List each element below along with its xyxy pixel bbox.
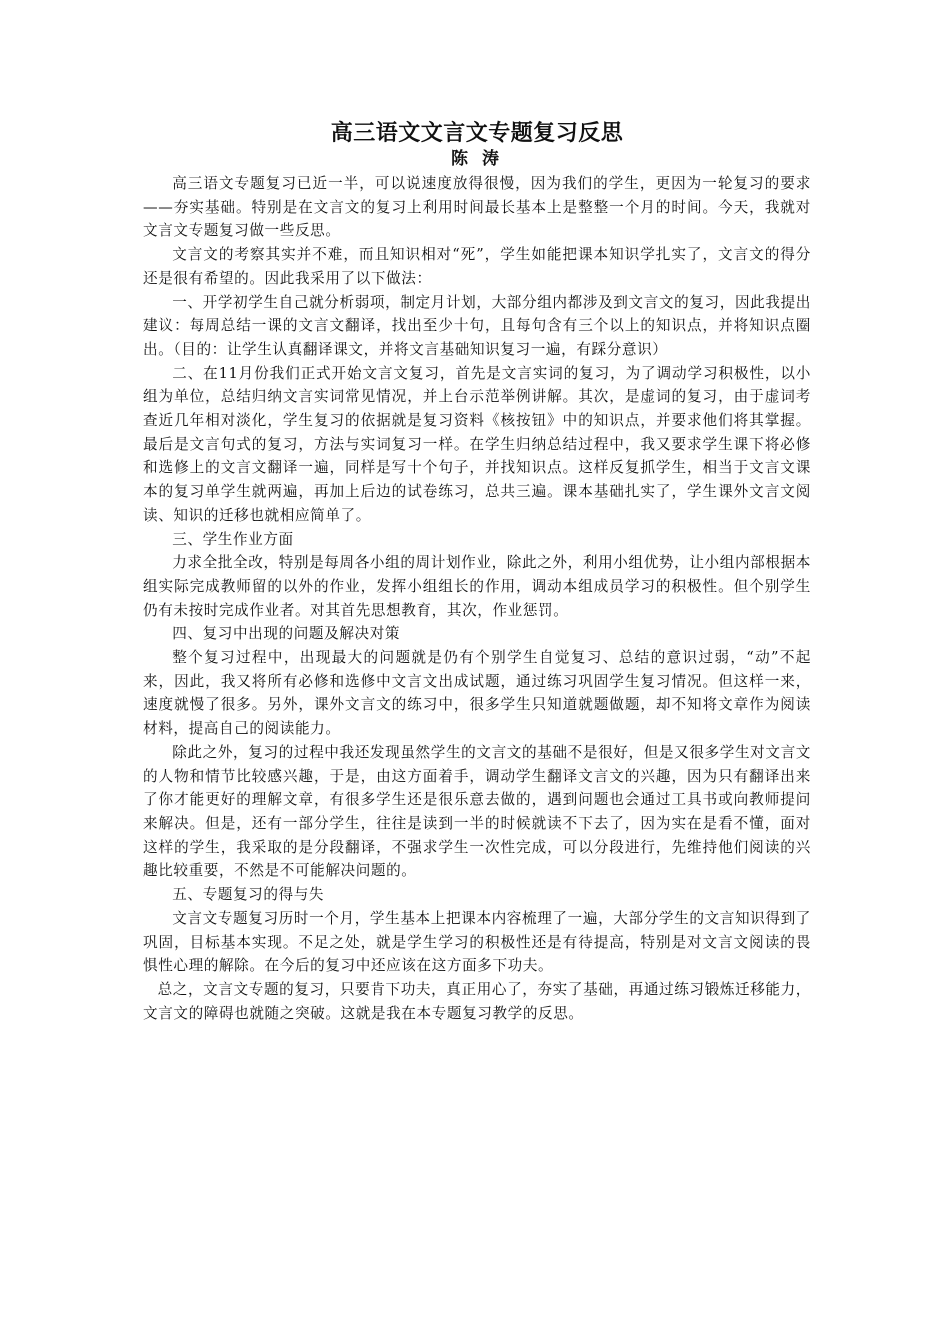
paragraph-results: 文言文专题复习历时一个月，学生基本上把课本内容梳理了一遍，大部分学生的文言知识得到了巩固，目标基本实现。不足之处，就是学生学习的积极性还是有待提高，特别是对文言文阅读的畏惧性心理的解除。在今后的复习中还应该在这方面多下功夫。 xyxy=(143,909,811,975)
author-name: 陈 涛 xyxy=(451,149,503,169)
paragraph-interest: 除此之外，复习的过程中我还发现虽然学生的文言文的基础不是很好，但是又很多学生对文言文的人物和情节比较感兴趣，于是，由这方面着手，调动学生翻译文言文的兴趣，因为只有翻译出来了你才能更好的理解文章，有很多学生还是很乐意去做的，遇到问题也会通过工具书或向教师提问来解决。但是，还有一部分学生，往往是读到一半的时候就读不下去了，因为实在是看不懂，面对这样的学生，我采取的是分段翻译，不强求学生一次性完成，可以分段进行，先维持他们阅读的兴趣比较重要，不然是不可能解决问题的。 xyxy=(143,743,811,880)
document-body xyxy=(143,118,811,1025)
paragraph-homework: 力求全批全改，特别是每周各小组的周计划作业，除此之外，利用小组优势，让小组内部根据本组实际完成教师留的以外的作业，发挥小组组长的作用，调动本组成员学习的积极性。但个别学生仍有未按时完成作业者。对其首先思想教育，其次，作业惩罚。 xyxy=(143,554,811,619)
document-title: 高三语文文言文专题复习反思 xyxy=(330,120,624,146)
paragraph-approach: 文言文的考察其实并不难，而且知识相对“死”，学生如能把课本知识学扎实了，文言文的得分还是很有希望的。因此我采用了以下做法： xyxy=(143,246,811,287)
section-heading-results: 五、专题复习的得与失 xyxy=(172,886,325,904)
paragraph-section-1: 一、开学初学生自己就分析弱项，制定月计划，大部分组内都涉及到文言文的复习，因此我提出建议：每周总结一课的文言文翻译，找出至少十句，且每句含有三个以上的知识点，并将知识点圈出。（目的：让学生认真翻译课文，并将文言基础知识复习一遍，有踩分意识） xyxy=(143,293,811,358)
paragraph-section-2: 二、在11月份我们正式开始文言文复习，首先是文言实词的复习，为了调动学习积极性，以小组为单位，总结归纳文言实词常见情况，并上台示范举例讲解。其次，是虚词的复习，由于虚词考查近几年相对淡化，学生复习的依据就是复习资料《核按钮》中的知识点，并要求他们将其掌握。最后是文言句式的复习，方法与实词复习一样。在学生归纳总结过程中，我又要求学生课下将必修和选修上的文言文翻译一遍，同样是写十个句子，并找知识点。这样反复抓学生，相当于文言文课本的复习单学生就两遍，再加上后边的试卷练习，总共三遍。课本基础扎实了，学生课外文言文阅读、知识的迁移也就相应简单了。 xyxy=(143,364,811,524)
section-heading-homework: 三、学生作业方面 xyxy=(172,530,294,548)
paragraph-problems: 整个复习过程中，出现最大的问题就是仍有个别学生自觉复习、总结的意识过弱，“动”不起来，因此，我又将所有必修和选修中文言文出成试题，通过练习巩固学生复习情况。但这样一来，速度就慢了很多。另外，课外文言文的练习中，很多学生只知道就题做题，却不知将文章作为阅读材料，提高自己的阅读能力。 xyxy=(143,649,811,738)
section-heading-problems: 四、复习中出现的问题及解决对策 xyxy=(172,625,401,643)
paragraph-intro: 高三语文专题复习已近一半，可以说速度放得很慢，因为我们的学生，更因为一轮复习的要求——夯实基础。特别是在文言文的复习上利用时间最长基本上是整整一个月的时间。今天，我就对文言文专题复习做一些反思。 xyxy=(143,175,811,240)
paragraph-conclusion: 总之，文言文专题的复习，只要肯下功夫，真正用心了，夯实了基础，再通过练习锻炼迁移能力，文言文的障碍也就随之突破。这就是我在本专题复习教学的反思。 xyxy=(143,980,811,1022)
